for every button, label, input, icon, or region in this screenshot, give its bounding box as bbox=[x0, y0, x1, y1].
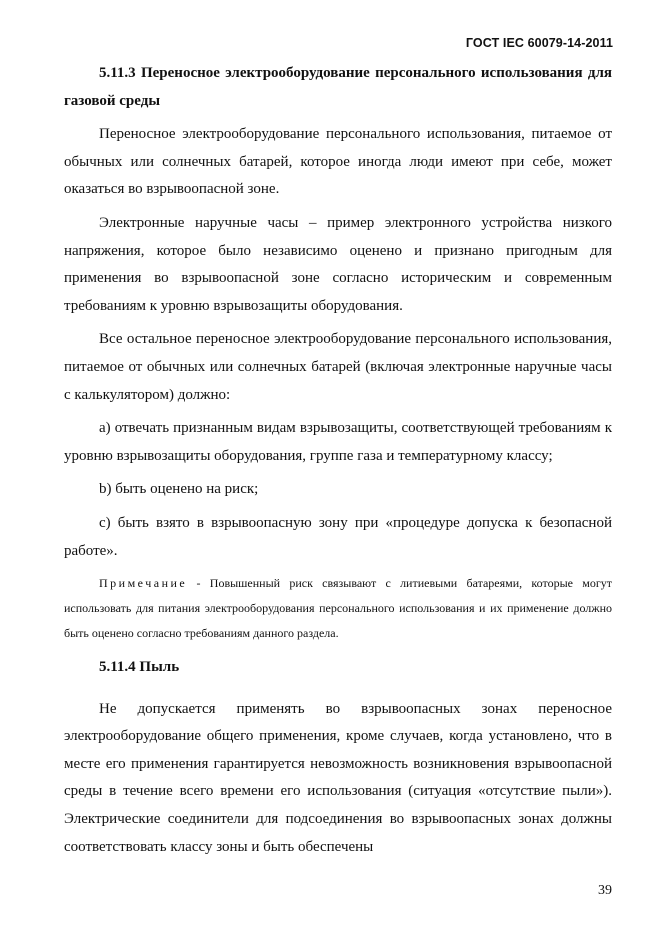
page-body bbox=[64, 60, 612, 861]
list-item-a: a) отвечать признанным видам взрывозащиты, соответствующей требованиям к уровню взрывозащиты оборудования, группе газа и температурному классу; bbox=[64, 420, 612, 464]
note-text: - Повышенный риск связывают с литиевыми батареями, которые могут использовать для питания электрооборудования персонального использования и их применение должно быть оценено согласно требованиям данного раздела. bbox=[64, 576, 612, 641]
standard-designation: ГОСТ IEC 60079-14-2011 bbox=[465, 36, 613, 50]
paragraph: Переносное электрооборудование персонального использования, питаемое от обычных или солнечных батарей, которое иногда люди имеют при себе, может оказаться во взрывоопасной зоне. bbox=[64, 126, 612, 198]
paragraph: Не допускается применять во взрывоопасных зонах переносное электрооборудование общего применения, кроме случаев, когда установлено, что в месте его применения гарантируется невозможность возникновения взрывоопасной среды в течение всего времени его использования (ситуация «отсутствие пыли»). Электрические соединители для подсоединения во взрывоопасных зонах должны соответствовать классу зоны и быть обеспечены bbox=[64, 700, 612, 855]
section-5-11-4-heading: 5.11.4 Пыль bbox=[99, 659, 180, 676]
page-number: 39 bbox=[598, 883, 612, 898]
note bbox=[64, 571, 612, 646]
paragraph: Электронные наручные часы – пример электронного устройства низкого напряжения, которое было независимо оценено и признано пригодным для применения во взрывоопасной зоне согласно историческим и современным требованиям к уровню взрывозащиты оборудования. bbox=[64, 214, 612, 314]
list-item-b: b) быть оценено на риск; bbox=[99, 481, 259, 498]
list-item-c: c) быть взято в взрывоопасную зону при «процедуре допуска к безопасной работе». bbox=[64, 514, 612, 559]
section-5-11-3-heading: 5.11.3 Переносное электрооборудование персонального использования для газовой среды bbox=[64, 65, 612, 109]
paragraph: Все остальное переносное электрооборудование персонального использования, питаемое от обычных или солнечных батарей (включая электронные наручные часы с калькулятором) должно: bbox=[64, 331, 612, 403]
note-label: Примечание bbox=[99, 576, 188, 591]
